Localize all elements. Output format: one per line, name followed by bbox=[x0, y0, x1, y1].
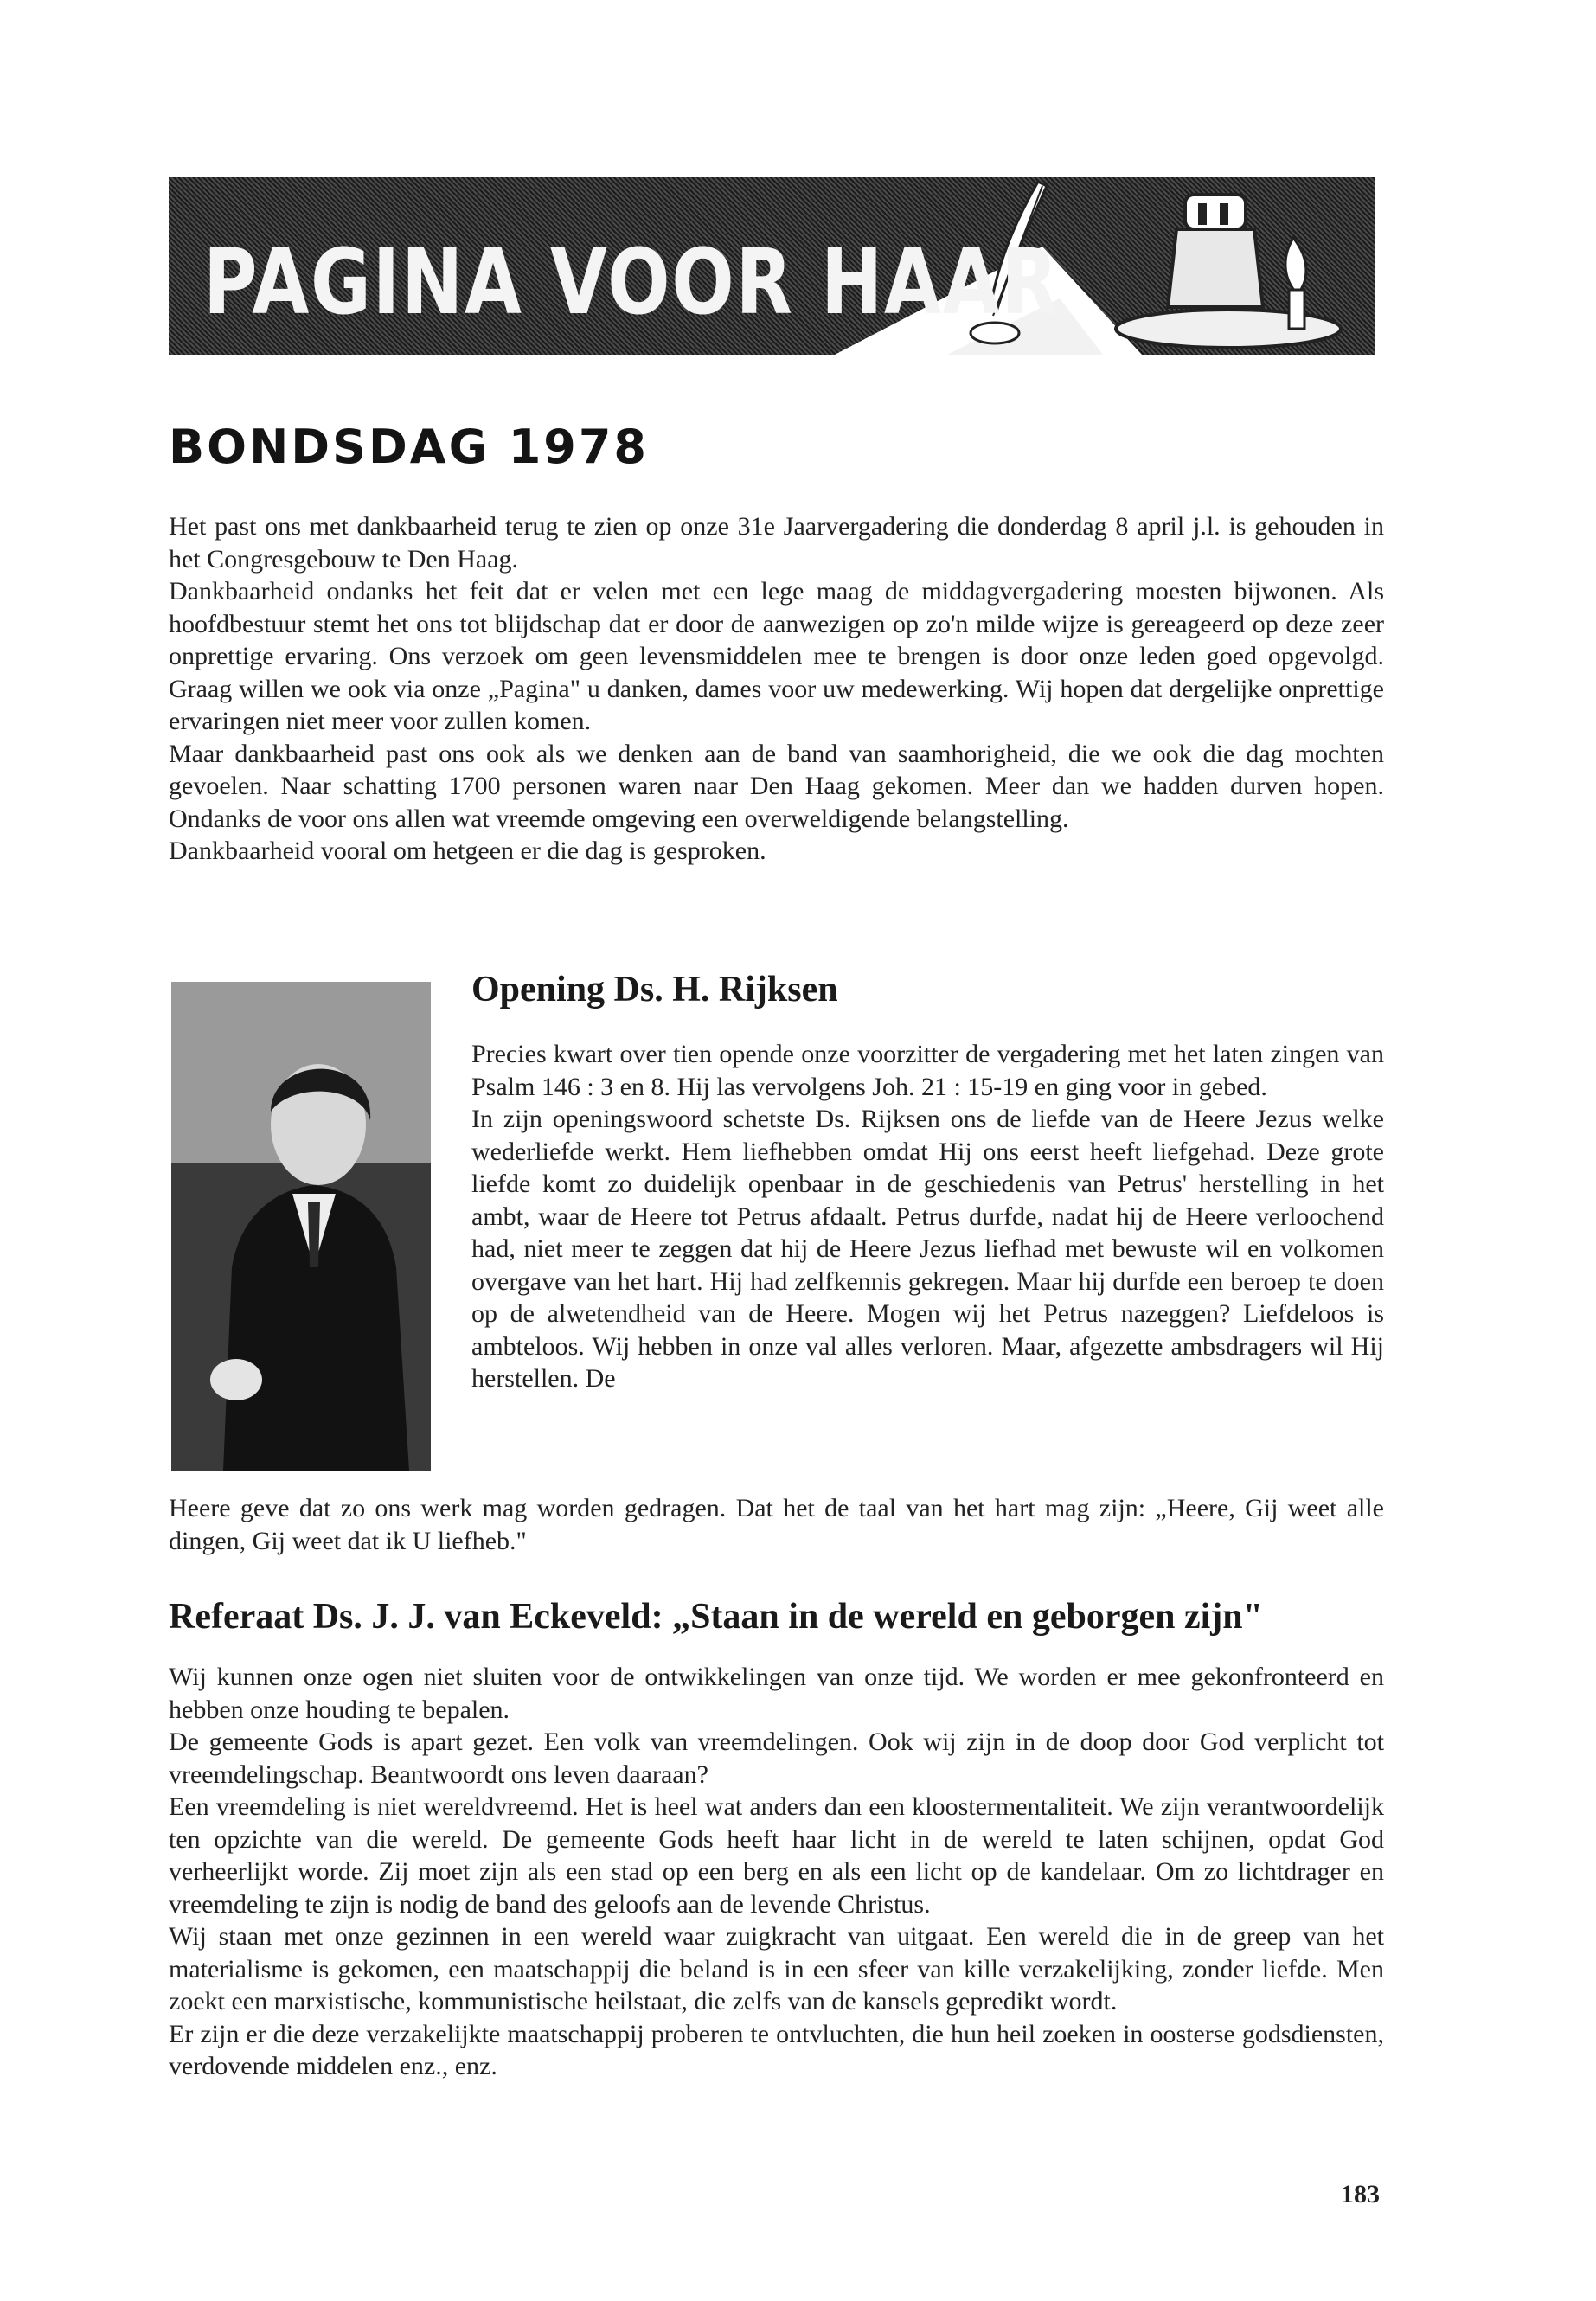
referaat-paragraph: Er zijn er die deze verzakelijkte maatschappij proberen te ontvluchten, die hun heil zoeken in oosterse godsdiensten, verdovende middelen enz., enz. bbox=[169, 2019, 1384, 2080]
opening-paragraph: Precies kwart over tien opende onze voorzitter de vergadering met het laten zingen van Psalm 146 : 3 en 8. Hij las vervolgens Joh. 21 : 15-19 en ging voor in gebed. bbox=[471, 1040, 1384, 1101]
vase-icon bbox=[1168, 195, 1263, 307]
referaat-paragraph: De gemeente Gods is apart gezet. Een volk van vreemdelingen. Ook wij zijn in de doop door God verplicht tot vreemdelingschap. Beantwoordt ons leven daaraan? bbox=[169, 1727, 1384, 1789]
opening-text-continued bbox=[169, 1492, 1384, 1557]
intro-paragraph: Dankbaarheid ondanks het feit dat er velen met een lege maag de middagvergadering moesten bijwonen. Als hoofdbestuur stemt het ons tot blijdschap dat er door de aanwezigen op zo'n milde wijze is gereageerd op deze zeer onprettige ervaring. Ons verzoek om geen levensmiddelen mee te brengen is door onze leden goed opgevolgd. Graag willen we ook via onze „Pagina" u danken, dames voor uw medewerking. Wij hopen dat dergelijke onprettige ervaringen niet meer voor zullen komen. bbox=[169, 577, 1384, 735]
referaat-paragraph: Wij kunnen onze ogen niet sluiten voor de ontwikkelingen van onze tijd. We worden er mee gekonfronteerd en hebben onze houding te bepalen. bbox=[169, 1663, 1384, 1724]
referaat-text bbox=[169, 1661, 1384, 2083]
opening-paragraph-continued: Heere geve dat zo ons werk mag worden gedragen. Dat het de taal van het hart mag zijn: „Heere, Gij weet alle dingen, Gij weet dat ik U liefheb." bbox=[169, 1494, 1384, 1555]
banner-title: PAGINA VOOR HAAR bbox=[203, 229, 1060, 335]
speaker-photo bbox=[171, 982, 431, 1471]
referaat-paragraph: Een vreemdeling is niet wereldvreemd. Het is heel wat anders dan een kloostermentaliteit. We zijn verantwoordelijk ten opzichte van die wereld. De gemeente Gods heeft haar licht in de wereld te laten schijnen, opdat God verheerlijkt worde. Zij moet zijn als een stad op een berg en als een licht op de kandelaar. Om zo lichtdrager en vreemdeling te zijn is nodig de band des geloofs aan de levende Christus. bbox=[169, 1792, 1384, 1919]
intro-text bbox=[169, 510, 1384, 868]
opening-paragraph: In zijn openingswoord schetste Ds. Rijksen ons de liefde van de Heere Jezus welke wederliefde werkt. Hem liefhebben omdat Hij ons eerst heeft liefgehad. Deze grote liefde komt zo duidelijk openbaar in de geschiedenis van Petrus' herstelling in het ambt, waar de Heere tot Petrus afdaalt. Petrus durfde, nadat hij de Heere verloochend had, niet meer te zeggen dat hij de Heere Jezus liefhad met bewuste wil en volkomen overgave van het hart. Hij had zelfkennis gekregen. Maar hij durfde een beroep te doen op de alwetendheid van de Heere. Mogen wij het Petrus nazeggen? Liefdeloos is ambteloos. Wij hebben in onze val alles verloren. Maar, afgezette ambsdragers wil Hij herstellen. De bbox=[471, 1105, 1384, 1393]
intro-paragraph: Dankbaarheid vooral om hetgeen er die dag is gesproken. bbox=[169, 836, 766, 865]
section-heading-referaat: Referaat Ds. J. J. van Eckeveld: „Staan in de wereld en geborgen zijn" bbox=[169, 1597, 1263, 1637]
page-title: BONDSDAG 1978 bbox=[169, 420, 650, 474]
page-number: 183 bbox=[1341, 2180, 1380, 2208]
header-banner bbox=[169, 177, 1375, 355]
intro-paragraph: Maar dankbaarheid past ons ook als we denken aan de band van saamhorigheid, die we ook die dag mochten gevoelen. Naar schatting 1700 personen waren naar Den Haag gekomen. Meer dan we hadden durven hopen. Ondanks de voor ons allen wat vreemde omgeving een overweldigende belangstelling. bbox=[169, 739, 1384, 833]
speaker-photo-illustration bbox=[171, 982, 431, 1471]
intro-paragraph: Het past ons met dankbaarheid terug te zien op onze 31e Jaarvergadering die donderdag 8 april j.l. is gehouden in het Congresgebouw te Den Haag. bbox=[169, 512, 1384, 574]
opening-text bbox=[471, 1038, 1384, 1395]
section-heading-opening: Opening Ds. H. Rijksen bbox=[471, 970, 838, 1009]
referaat-paragraph: Wij staan met onze gezinnen in een wereld waar zuigkracht van uitgaat. Een wereld die in de greep van het materialisme is gekomen, een maatschappij die beland is in een sfeer van kille verzakelijking, zonder liefde. Men zoekt een marxistische, kommunistische heilstaat, die zelfs van de kansels gepredikt wordt. bbox=[169, 1922, 1384, 2016]
